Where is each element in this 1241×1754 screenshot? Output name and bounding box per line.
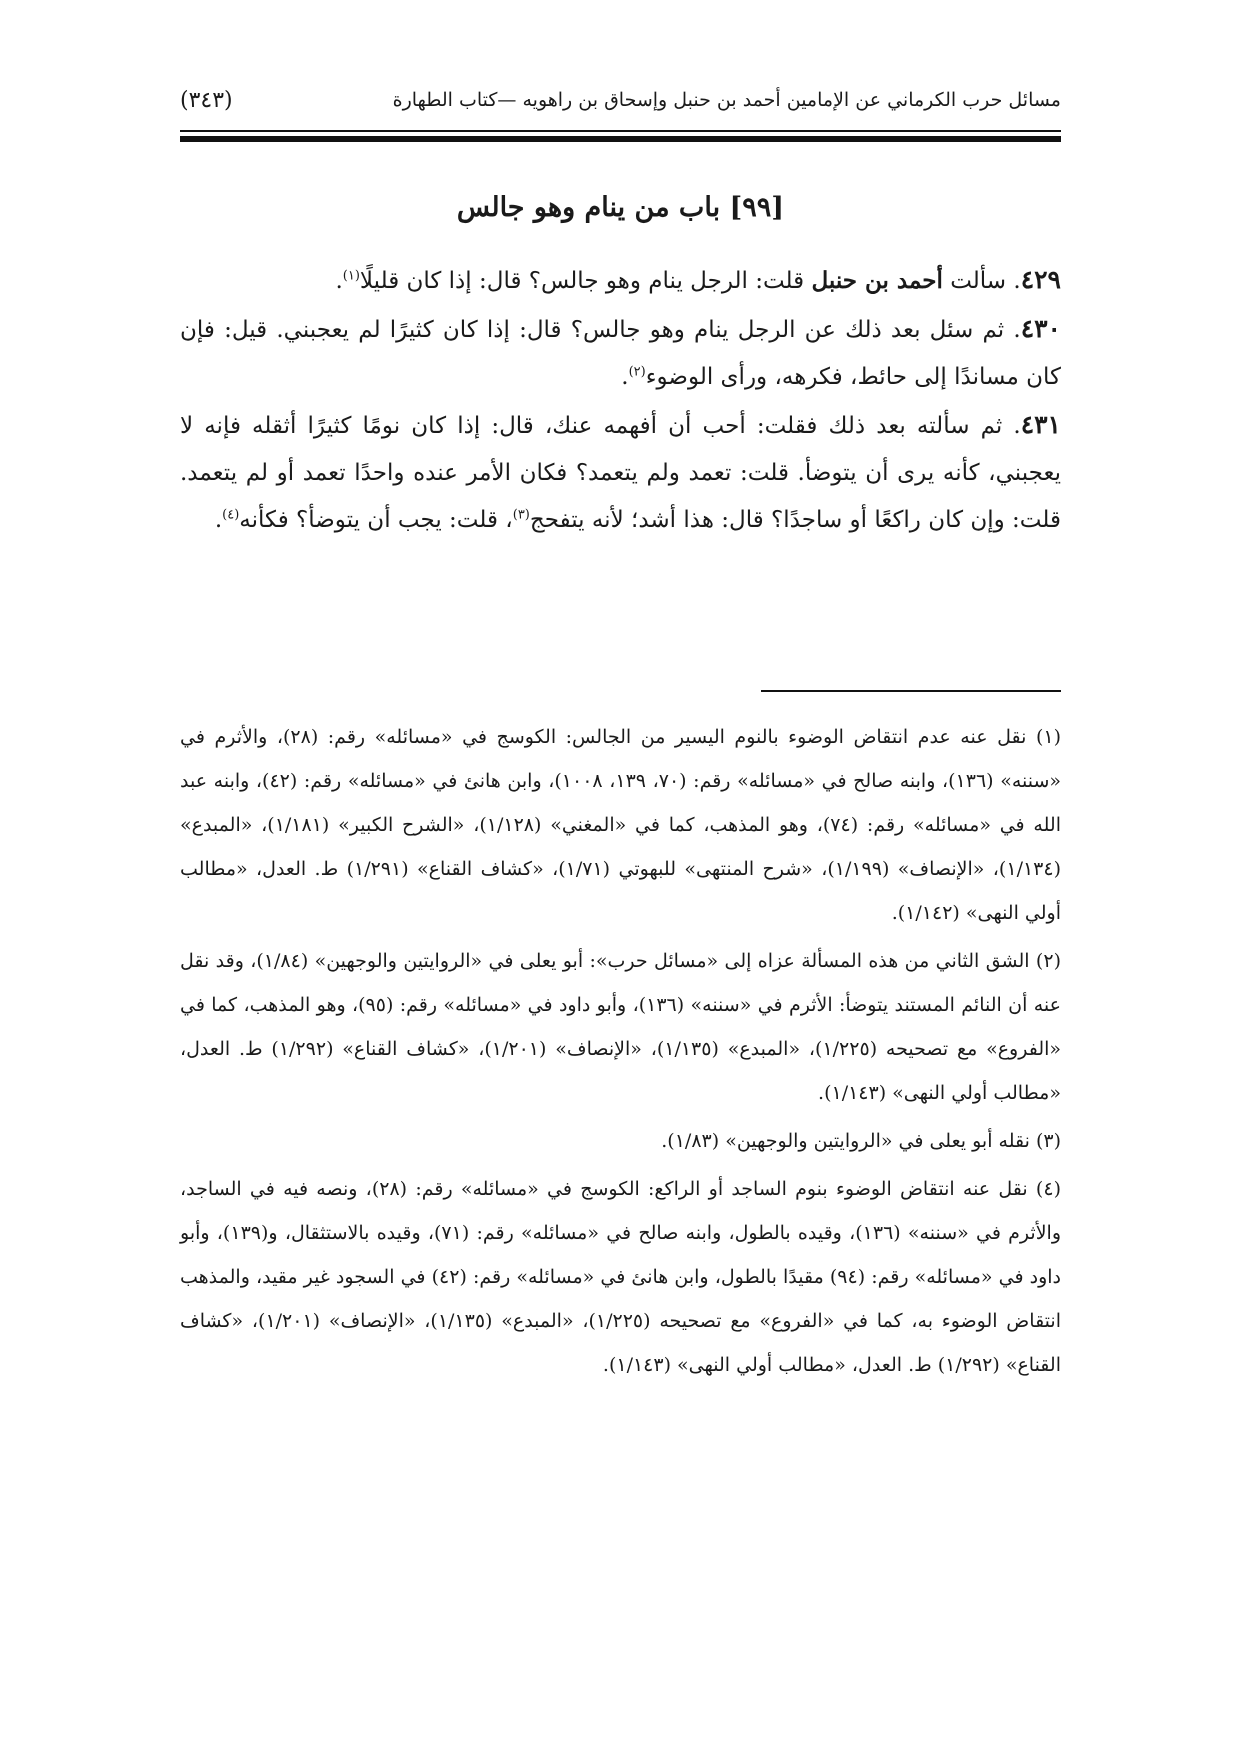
running-header [180,80,1061,120]
footnote-ref[interactable]: (١) [342,268,360,284]
footnote-separator [761,690,1061,692]
chapter-title: [٩٩] باب من ينام وهو جالس [456,192,785,223]
paragraph-429 [180,256,1061,305]
main-text [180,256,1061,544]
paragraph-text-cont: ، قلت: يجب أن يتوضأ؟ فكأنه [239,507,513,533]
header-rule-thin [180,130,1061,132]
paragraph-end: . [214,507,223,533]
footnote-ref[interactable]: (٣) [512,507,530,523]
footnote-ref[interactable]: (٤) [222,507,240,523]
footnote-number: (٢) [1035,950,1061,972]
paragraph-lead: . سألت [942,268,1021,294]
paragraph-text: . ثم سألته بعد ذلك فقلت: أحب أن أفهمه عنك، قال: إذا كان نومًا كثيرًا أثقله فإنه لا يعجبني، كأنه يرى أن يتوضأ. قلت: تعمد ولم يتعمد؟ فكان الأمر عنده واحدًا تعمد أو لم يتعمد. قلت: وإن كان راكعًا أو ساجدًا؟ قال: هذا أشد؛ لأنه يتفحج [180,413,1061,533]
footnote-ref[interactable]: (٢) [628,364,646,380]
paragraph-430 [180,305,1061,401]
footnote-text: الشق الثاني من هذه المسألة عزاه إلى «مسائل حرب»: أبو يعلى في «الروايتين والوجهين» (١/٨٤)، وقد نقل عنه أن النائم المستند يتوضأ: الأثرم في «سننه» (١٣٦)، وأبو داود في «مسائله» رقم: (٩٥)، وهو المذهب، كما في «الفروع» مع تصحيحه (١/٢٢٥)، «المبدع» (١/١٣٥)، «الإنصاف» (١/٢٠١)، «كشاف القناع» (١/٢٩٢) ط. العدل، «مطالب أولي النهى» (١/١٤٣). [180,950,1062,1104]
paragraph-bold-name: أحمد بن حنبل [811,267,943,294]
footnote-text: نقله أبو يعلى في «الروايتين والوجهين» (١/٨٣). [661,1130,1030,1152]
footnote-1 [180,715,1061,935]
footnote-text: نقل عنه عدم انتقاض الوضوء بالنوم اليسير من الجالس: الكوسج في «مسائله» رقم: (٢٨)، والأثرم في «سننه» (١٣٦)، وابنه صالح في «مسائله» رقم: (٧٠، ١٣٩، ١٠٠٨)، وابن هانئ في «مسائله» رقم: (٤٢)، وابنه عبد الله في «مسائله» رقم: (٧٤)، وهو المذهب، كما في «المغني» (١/١٢٨)، «الشرح الكبير» (١/١٨١)، «المبدع» (١/١٣٤)، «الإنصاف» (١/١٩٩)، «شرح المنتهى» للبهوتي (١/٧١)، «كشاف القناع» (١/٢٩١) ط. العدل، «مطالب أولي النهى» (١/١٤٢). [180,726,1062,924]
footnote-number: (١) [1035,726,1061,748]
footnote-4 [180,1167,1061,1387]
footnotes [180,715,1061,1391]
paragraph-text: . ثم سئل بعد ذلك عن الرجل ينام وهو جالس؟ قال: إذا كان كثيرًا لم يعجبني. قيل: فإن كان مساندًا إلى حائط، فكرهه، ورأى الوضوء [180,317,1061,390]
paragraph-number: ٤٣٠ [1020,314,1061,343]
paragraph-end: . [621,364,629,390]
paragraph-text: قلت: الرجل ينام وهو جالس؟ قال: إذا كان قليلًا [359,268,812,294]
footnote-number: (٤) [1035,1178,1061,1200]
footnote-3 [180,1119,1061,1163]
paragraph-number: ٤٢٩ [1020,265,1061,294]
header-title: مسائل حرب الكرماني عن الإمامين أحمد بن حنبل وإسحاق بن راهويه —كتاب الطهارة [392,89,1061,111]
page-number: (٣٤٣) [180,87,233,113]
paragraph-431 [180,401,1061,544]
header-rule-thick [180,136,1061,142]
paragraph-number: ٤٣١ [1020,410,1061,439]
footnote-2 [180,939,1061,1115]
footnote-text: نقل عنه انتقاض الوضوء بنوم الساجد أو الراكع: الكوسج في «مسائله» رقم: (٢٨)، ونصه فيه في الساجد، والأثرم في «سننه» (١٣٦)، وقيده بالطول، وابنه صالح في «مسائله» رقم: (٧١)، وقيده بالاستثقال، و(١٣٩)، وأبو داود في «مسائله» رقم: (٩٤) مقيدًا بالطول، وابن هانئ في «مسائله» رقم: (٤٢) في السجود غير مقيد، والمذهب انتقاض الوضوء به، كما في «الفروع» مع تصحيحه (١/٢٢٥)، «المبدع» (١/١٣٥)، «الإنصاف» (١/٢٠١)، «كشاف القناع» (١/٢٩٢) ط. العدل، «مطالب أولي النهى» (١/١٤٣). [180,1178,1061,1376]
paragraph-end: . [335,268,343,294]
footnote-number: (٣) [1035,1130,1061,1152]
